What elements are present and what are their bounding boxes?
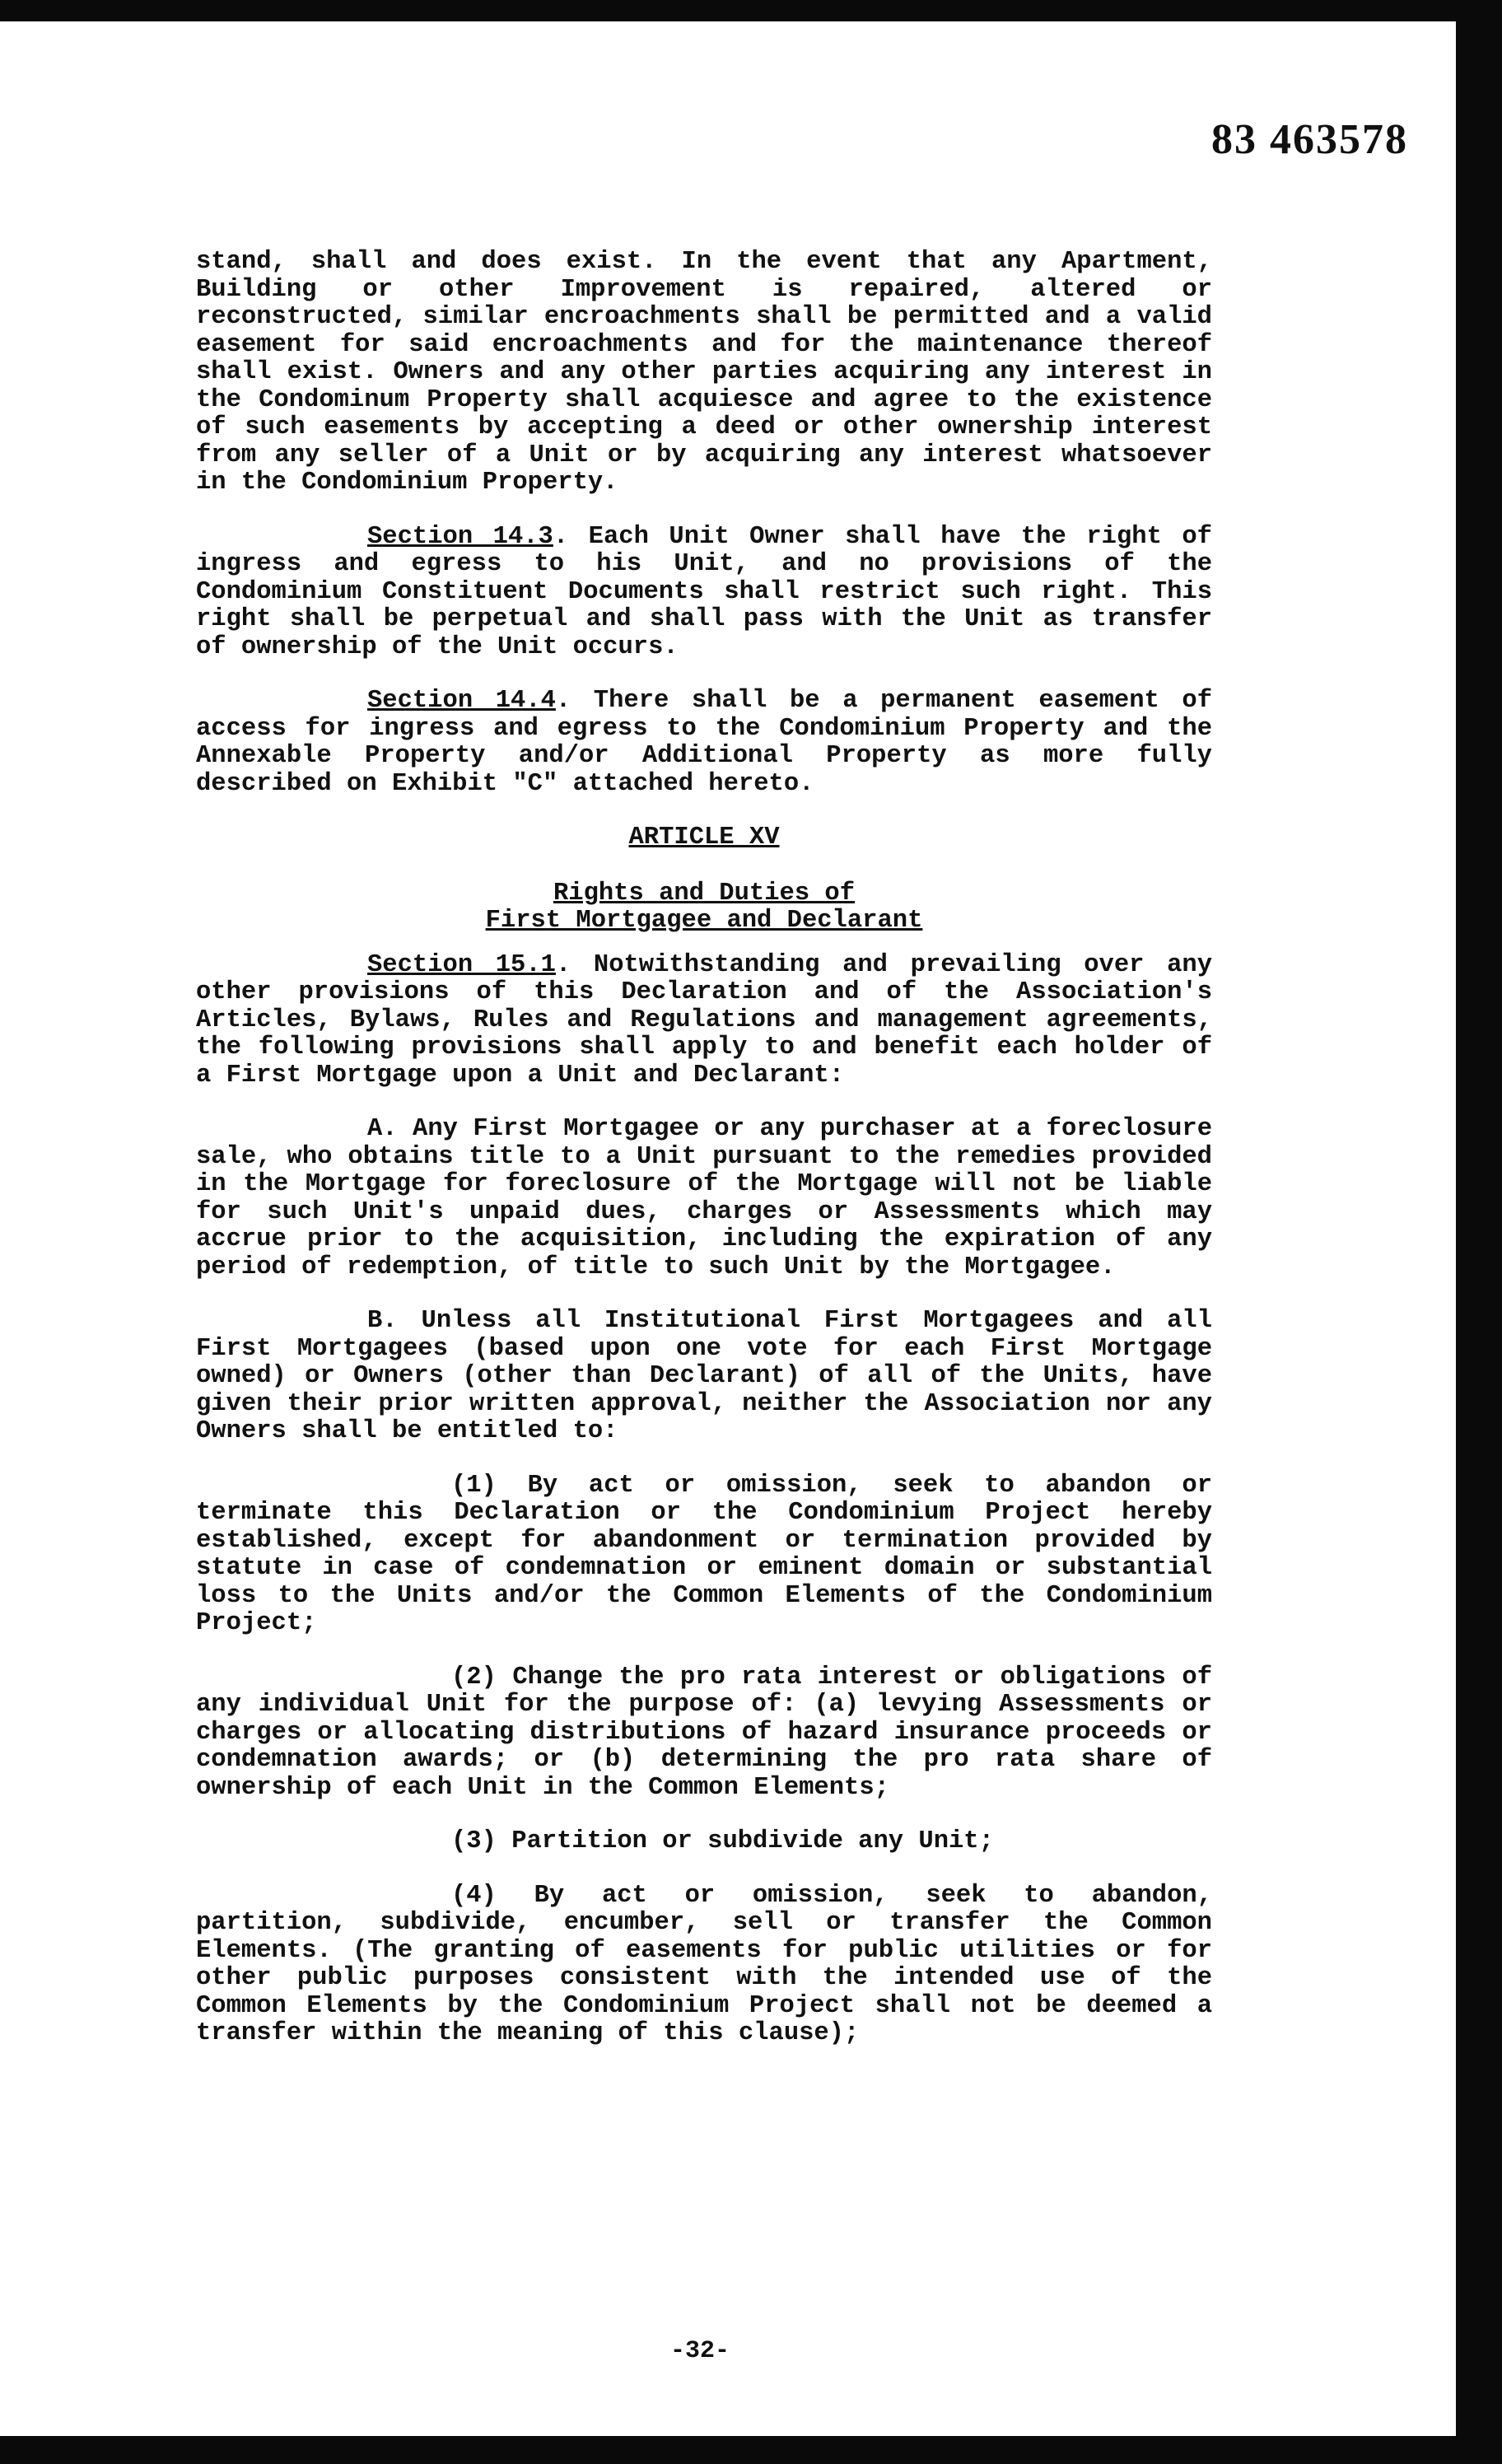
article-title [196, 824, 1212, 852]
paragraph-a: A. Any First Mortgagee or any purchaser at a foreclosure sale, who obtains title to a Unit pursuant to the remedies provided in the Mortgage for foreclosure of the Mortgage will not be liable for such Unit's unpaid dues, charges or Assessments which may accrue prior to the acquisition, including the expiration of any period of redemption, of title to such Unit by the Mortgagee. [196, 1115, 1212, 1281]
section-14-3-text: . Each Unit Owner shall have the right of ingress and egress to his Unit, and no provisions of the Condominium Constituent Documents shall restrict such right. This right shall be perpetual and shall pass with the Unit as transfer of ownership of the Unit occurs. [196, 522, 1212, 661]
section-14-4-label: Section 14.4 [367, 687, 556, 715]
section-14-3 [196, 524, 1212, 662]
document-number: 83 463578 [1211, 116, 1408, 163]
item-4: (4) By act or omission, seek to abandon, partition, subdivide, encumber, sell or transfer the Common Elements. (The granting of easements for public utilities or for other public purposes consistent with the intended use of the Common Elements by the Condominium Project shall not be deemed a transfer within the meaning of this clause); [196, 1881, 1212, 2047]
article-title-text: ARTICLE XV [628, 824, 780, 852]
section-14-3-label: Section 14.3 [367, 522, 553, 551]
section-15-1 [196, 952, 1212, 1090]
document-body [196, 249, 1212, 2074]
paragraph-intro: stand, shall and does exist. In the event that any Apartment, Building or other Improvement is repaired, altered or reconstructed, similar encroachments shall be permitted and a valid easement for said encroachments and for the maintenance thereof shall exist. Owners and any other parties acquiring any interest in the Condominum Property shall acquiesce and agree to the existence of such easements by accepting a deed or other ownership interest from any seller of a Unit or by acquiring any interest whatsoever in the Condominium Property. [196, 248, 1212, 497]
page-number: -32- [669, 2337, 730, 2365]
heading-line-2: First Mortgagee and Declarant [485, 907, 923, 935]
item-2: (2) Change the pro rata interest or obligations of any individual Unit for the purpose of: (a) levying Assessments or charges or allocating distributions of hazard insurance proceeds or condemnation awards; or (b) determining the pro rata share of ownership of each Unit in the Common Elements; [196, 1663, 1212, 1802]
document-page [165, 0, 1433, 2464]
section-15-1-text: . Notwithstanding and prevailing over any other provisions of this Declaration and of the Association's Articles, Bylaws, Rules and Regulations and management agreements, the following provisions shall apply to and benefit each holder of a First Mortgage upon a Unit and Declarant: [196, 950, 1212, 1090]
item-1: (1) By act or omission, seek to abandon or terminate this Declaration or the Condominium Project hereby established, except for abandonment or termination provided by statute in case of condemnation or eminent domain or substantial loss to the Units and/or the Common Elements of the Condominium Project; [196, 1471, 1212, 1637]
section-14-4 [196, 688, 1212, 798]
section-14-4-text: . There shall be a permanent easement of access for ingress and egress to the Condominium Property and the Annexable Property and/or Additional Property as more fully described on Exhibit "C" attached hereto. [196, 687, 1212, 798]
item-3: (3) Partition or subdivide any Unit; [451, 1827, 994, 1855]
heading-line-1: Rights and Duties of [553, 879, 856, 908]
paragraph-b: B. Unless all Institutional First Mortgagees and all First Mortgagees (based upon one vote for each First Mortgage owned) or Owners (other than Declarant) of all of the Units, have given their prior written approval, neither the Association nor any Owners shall be entitled to: [196, 1307, 1212, 1445]
section-15-1-label: Section 15.1 [367, 950, 556, 979]
article-heading [196, 880, 1212, 936]
